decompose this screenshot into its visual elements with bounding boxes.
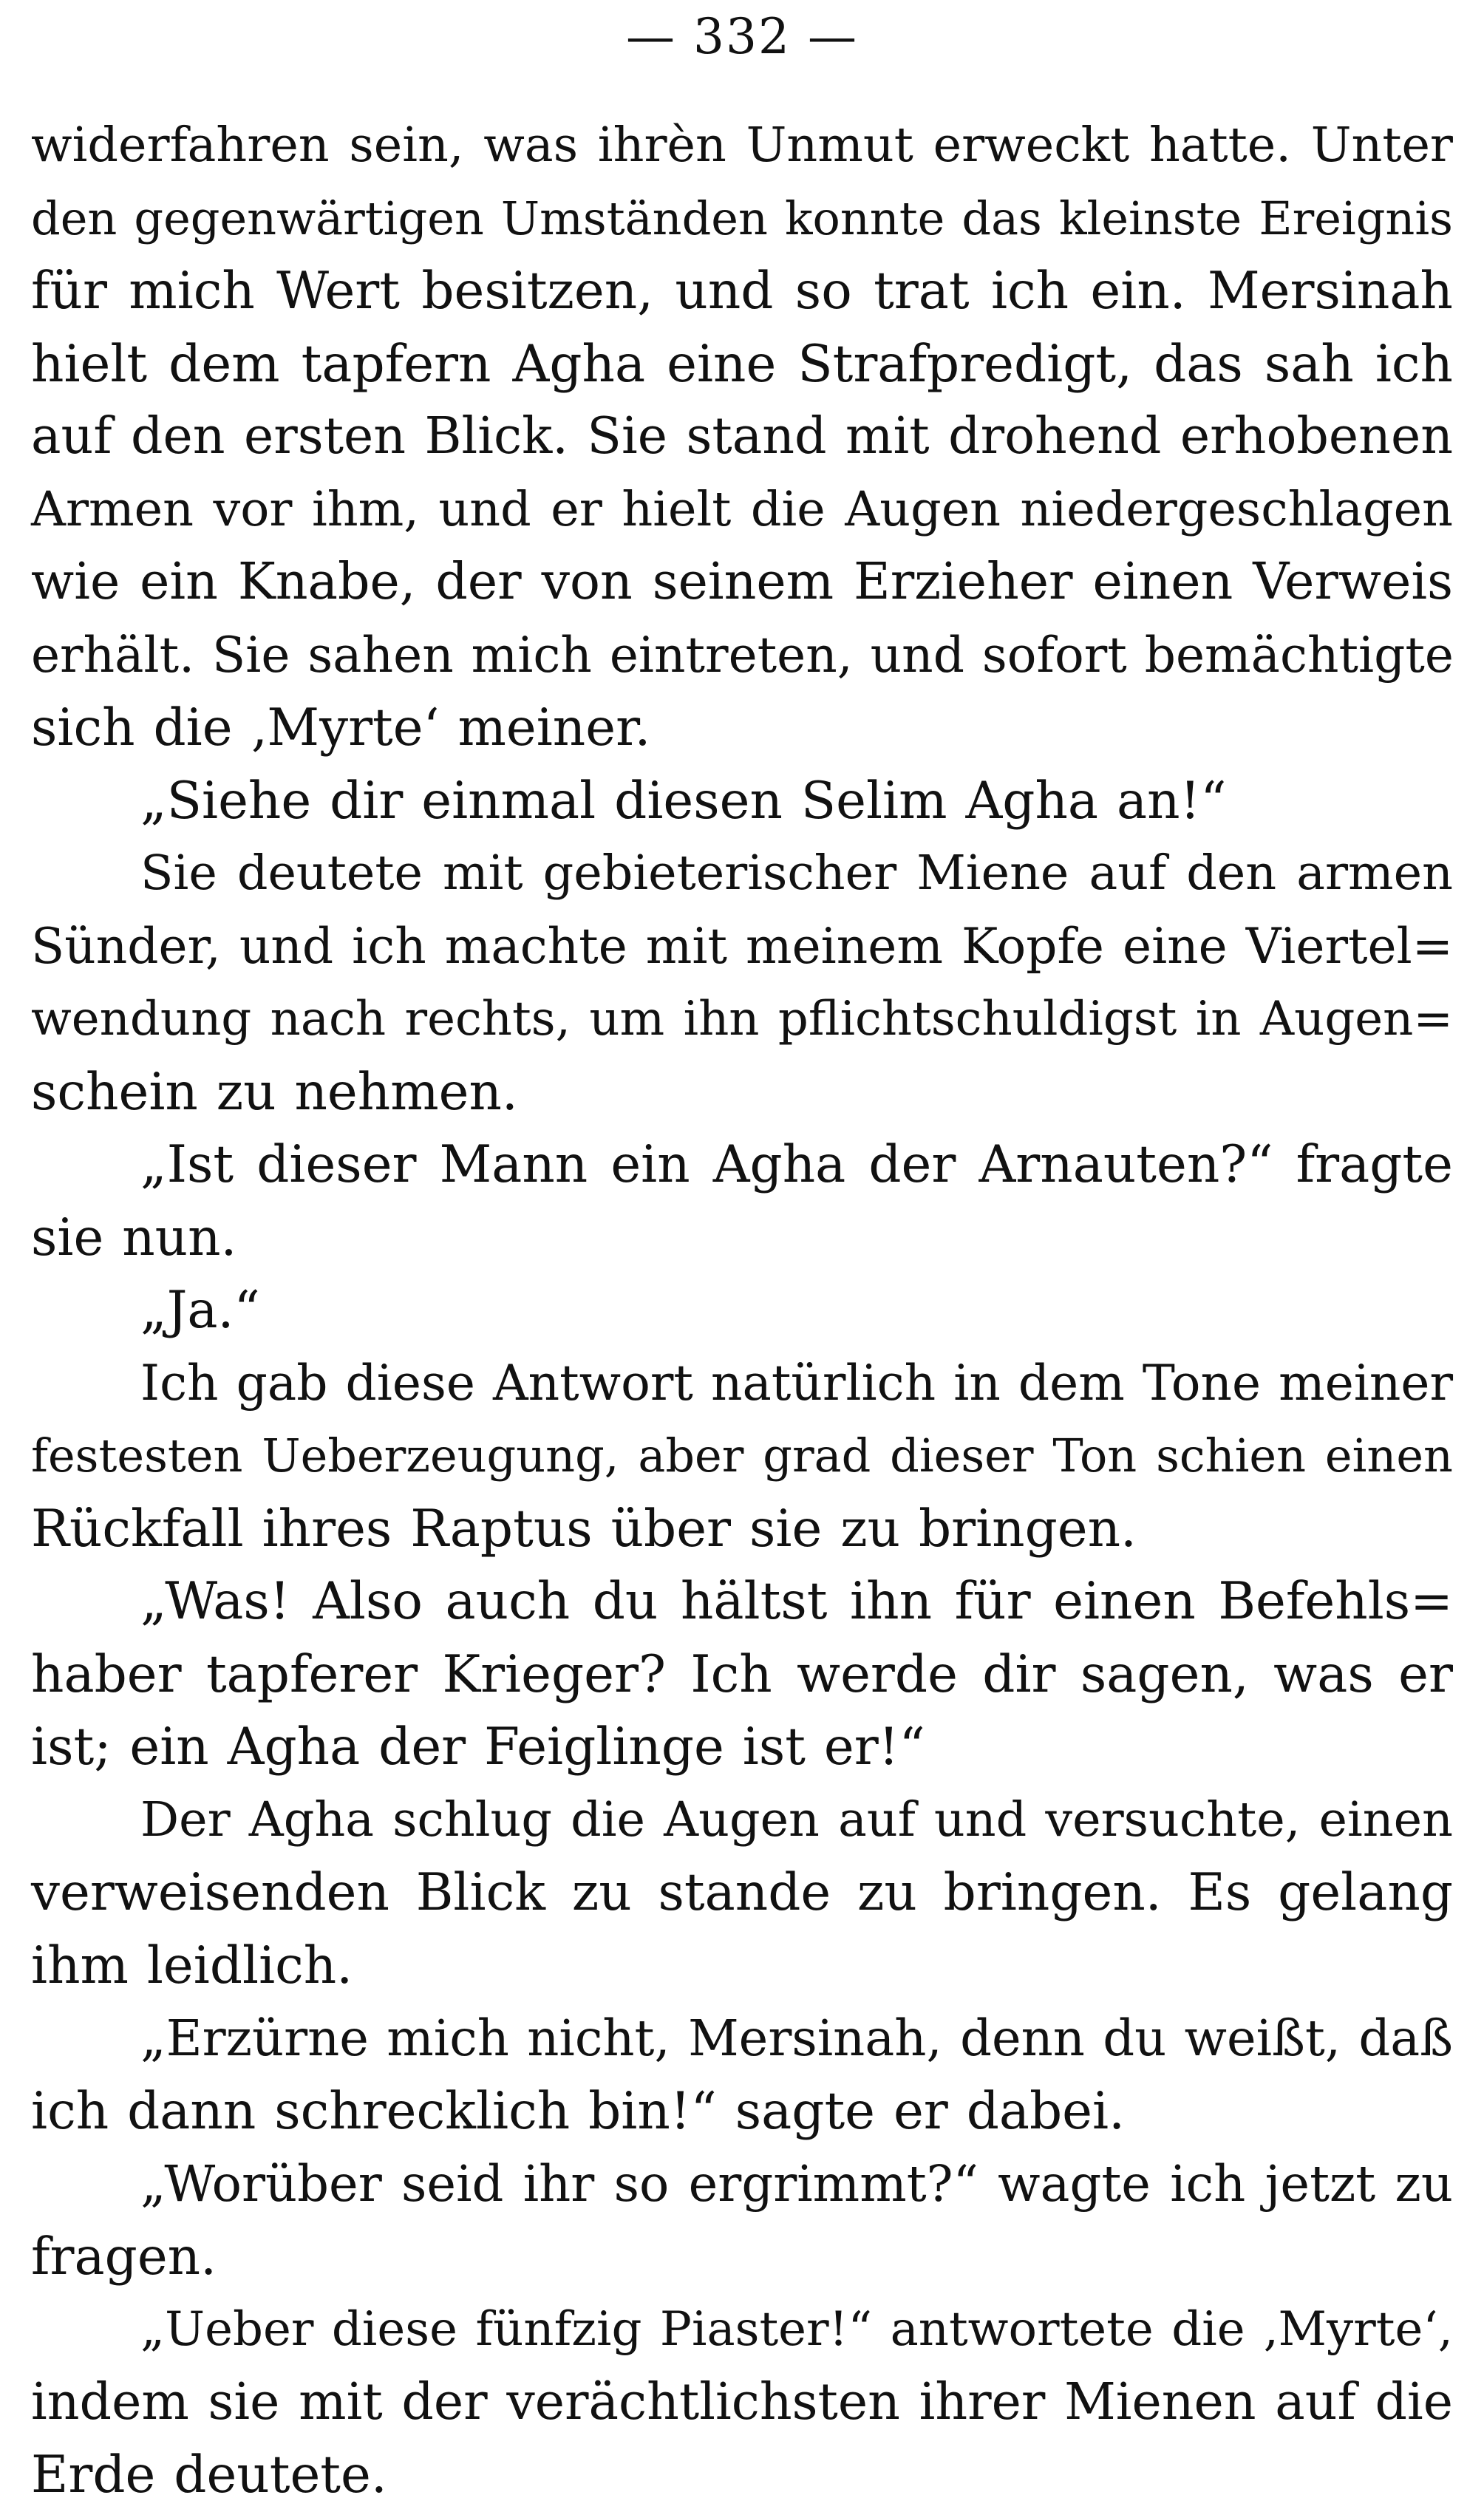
text-line: fragen. bbox=[31, 2227, 217, 2287]
text-line: „Worüber seid ihr so ergrimmt?“ wagte ich jetzt zu bbox=[140, 2155, 1453, 2213]
text-line: indem sie mit der verächtlichsten ihrer Mienen auf die bbox=[31, 2372, 1453, 2431]
text-line: wendung nach rechts, um ihn pflichtschuldigst in Augen= bbox=[31, 992, 1453, 1046]
text-line: „Erzürne mich nicht, Mersinah, denn du weißt, daß bbox=[140, 2009, 1453, 2067]
text-line: „Ueber diese fünfzig Piaster!“ antwortete die ‚Myrte‘, bbox=[140, 2302, 1453, 2357]
text-line: festesten Ueberzeugung, aber grad dieser Ton schien einen bbox=[31, 1429, 1453, 1483]
text-line: Rückfall ihres Raptus über sie zu bringen. bbox=[31, 1499, 1137, 1559]
text-line: Sie deutete mit gebieterischer Miene auf den armen bbox=[140, 845, 1453, 901]
text-line: sie nun. bbox=[31, 1208, 237, 1267]
text-line: Armen vor ihm, und er hielt die Augen niedergeschlagen bbox=[31, 481, 1453, 537]
text-line: Sünder, und ich machte mit meinem Kopfe eine Viertel= bbox=[31, 917, 1453, 975]
text-line: für mich Wert besitzen, und so trat ich ein. Mersinah bbox=[31, 262, 1453, 321]
text-line: verweisenden Blick zu stande zu bringen. Es gelang bbox=[31, 1863, 1453, 1922]
text-line: Ich gab diese Antwort natürlich in dem Tone meiner bbox=[140, 1354, 1453, 1412]
text-line: „Ist dieser Mann ein Agha der Arnauten?“ fragte bbox=[140, 1135, 1453, 1194]
text-line: hielt dem tapfern Agha eine Strafpredigt, das sah ich bbox=[31, 334, 1453, 394]
text-line: erhält. Sie sahen mich eintreten, und sofort bemächtigte bbox=[31, 626, 1454, 684]
text-line: ihm leidlich. bbox=[31, 1936, 353, 1995]
text-line: Erde deutete. bbox=[31, 2445, 387, 2505]
text-line: Der Agha schlug die Augen auf und versuchte, einen bbox=[140, 1791, 1453, 1848]
text-line: ich dann schrecklich bin!“ sagte er dabei. bbox=[31, 2081, 1126, 2141]
body-text bbox=[31, 109, 1453, 2512]
text-line: sich die ‚Myrte‘ meiner. bbox=[31, 698, 651, 758]
text-line: wie ein Knabe, der von seinem Erzieher einen Verweis bbox=[31, 553, 1453, 611]
text-line: haber tapferer Krieger? Ich werde dir sagen, was er bbox=[31, 1644, 1453, 1704]
text-line: widerfahren sein, was ihrèn Unmut erweckt hatte. Unter bbox=[31, 118, 1453, 173]
text-line: ist; ein Agha der Feiglinge ist er!“ bbox=[31, 1718, 925, 1777]
text-line: schein zu nehmen. bbox=[31, 1062, 518, 1122]
text-line: auf den ersten Blick. Sie stand mit drohend erhobenen bbox=[31, 407, 1453, 466]
text-line: den gegenwärtigen Umständen konnte das kleinste Ereignis bbox=[31, 191, 1453, 245]
text-line: „Ja.“ bbox=[140, 1281, 260, 1340]
text-line: „Was! Also auch du hältst ihn für einen Befehls= bbox=[140, 1572, 1453, 1631]
page-number: — 332 — bbox=[626, 8, 858, 65]
text-line: „Siehe dir einmal diesen Selim Agha an!“ bbox=[140, 771, 1227, 831]
